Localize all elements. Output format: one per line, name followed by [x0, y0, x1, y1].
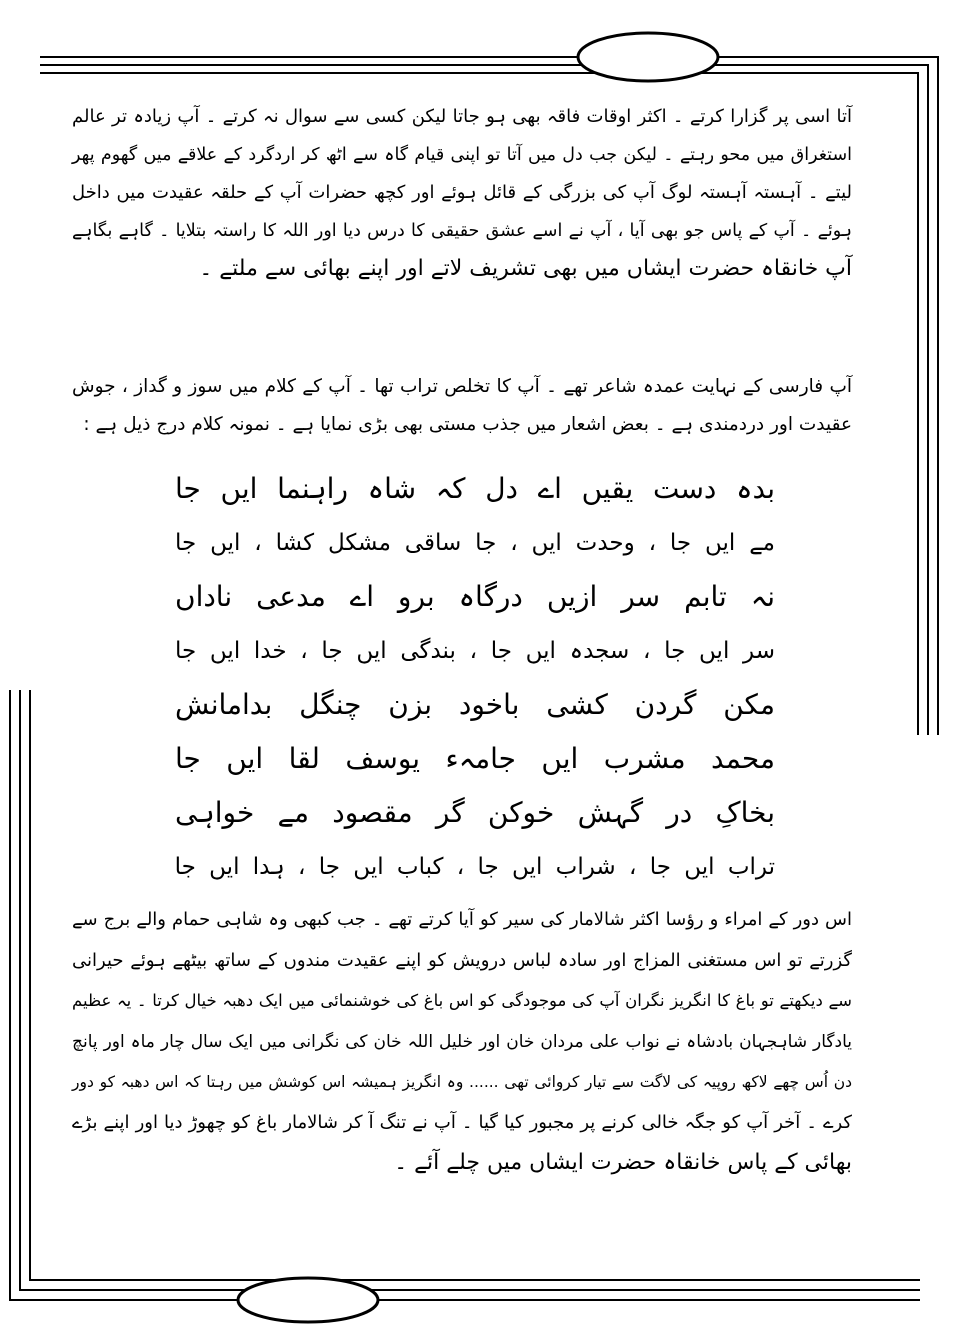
- paragraph-3: [72, 900, 852, 1184]
- text-line: دن اُس چھے لاکھ روپیہ کی لاگت سے تیار کروائی تھی ...... وہ انگریز ہمیشہ اس کوشش میں رہتا کہ اس دھبہ کو دور: [72, 1073, 852, 1091]
- text-line: عقیدت اور دردمندی ہے ۔ بعض اشعار میں جذب مستی بھی بڑی نمایا ہے ۔ نمونہ کلام درج ذیل ہے :: [83, 414, 852, 435]
- paragraph-2: [72, 368, 852, 444]
- poem-verse: بدہ دست یقیں اے دل کہ شاہ راہنما ایں جا: [175, 472, 775, 505]
- poem-verse: مکن گردن کشی باخود بزن چنگل بدامانش: [175, 688, 775, 721]
- text-line: سے دیکھتے تو باغ کا انگریز نگران آپ کی موجودگی کو اس باغ کی خوشنمائی میں ایک دھبہ خیال کرتا ۔ یہ عظیم: [72, 991, 852, 1010]
- text-line: بھائی کے پاس خانقاہ حضرت ایشاں میں چلے آئے ۔: [394, 1150, 852, 1175]
- text-line: ہوئے ۔ آپ کے پاس جو بھی آیا ، آپ نے اسے عشق حقیقی کا درس دیا اور اللہ کا راستہ بتلایا ۔ گاہے بگاہے: [72, 221, 852, 241]
- text-line: آپ خانقاہ حضرت ایشاں میں بھی تشریف لاتے اور اپنے بھائی سے ملتے ۔: [199, 256, 852, 281]
- poem-verse: سر ایں جا ، سجدہ ایں جا ، بندگی ایں جا ، خدا ایں جا: [175, 638, 775, 664]
- poem-block: [175, 462, 775, 894]
- poem-verse: بخاکِ در گہش خوکن گر مقصود مے خواہی: [175, 796, 775, 829]
- text-line: آتا اسی پر گزارا کرتے ۔ اکثر اوقات فاقہ بھی ہو جاتا لیکن کسی سے سوال نہ کرتے ۔ آپ زیادہ تر عالم: [72, 106, 852, 127]
- text-line: گزرتے تو اس مستغنی المزاج اور سادہ لباس درویش کو اپنے عقیدت مندوں کے ساتھ بیٹھے ہوئے حیرانی: [72, 949, 852, 971]
- text-line: لیتے ۔ آہستہ آہستہ لوگ آپ کی بزرگی کے قائل ہوئے اور کچھ حضرات آپ کے حلقہ عقیدت میں داخل: [72, 182, 852, 203]
- text-line: آپ فارسی کے نہایت عمدہ شاعر تھے ۔ آپ کا تخلص تراب تھا ۔ آپ کے کلام میں سوز و گداز ، جوش: [72, 376, 852, 397]
- paragraph-1: [72, 98, 852, 288]
- poem-verse: نہ تابم سر ازیں درگاہ برو اے مدعی ناداں: [175, 580, 775, 613]
- poem-verse: مے ایں جا ، وحدت ایں ، جا ساقی مشکل کشا ، ایں جا: [175, 530, 775, 556]
- text-line: اس دور کے امراء و رؤسا اکثر شالامار کی سیر کو آیا کرتے تھے ۔ جب کبھی وہ شاہی حمام والے برج سے: [72, 909, 852, 930]
- poem-verse: محمد مشرب ایں جامہء یوسف لقا ایں جا: [175, 742, 775, 775]
- text-line: یادگار شاہجہان بادشاہ نے نواب علی مردان خان اور خلیل اللہ خان کی نگرانی میں ایک سال چار ماہ اور پانچ: [72, 1031, 852, 1052]
- text-line: کرے ۔ آخر آپ کو جگہ خالی کرنے پر مجبور کیا گیا ۔ آپ نے تنگ آ کر شالامار باغ کو چھوڑ دیا اور اپنے بڑے: [72, 1111, 852, 1133]
- poem-verse: تراب ایں جا ، شراب ایں جا ، کباب ایں جا ، ہدا ایں جا: [174, 854, 775, 880]
- text-line: استغراق میں محو رہتے ۔ لیکن جب دل میں آتا تو اپنی قیام گاہ سے اٹھ کر اردگرد کے علاقے میں گھوم پھر: [72, 145, 852, 165]
